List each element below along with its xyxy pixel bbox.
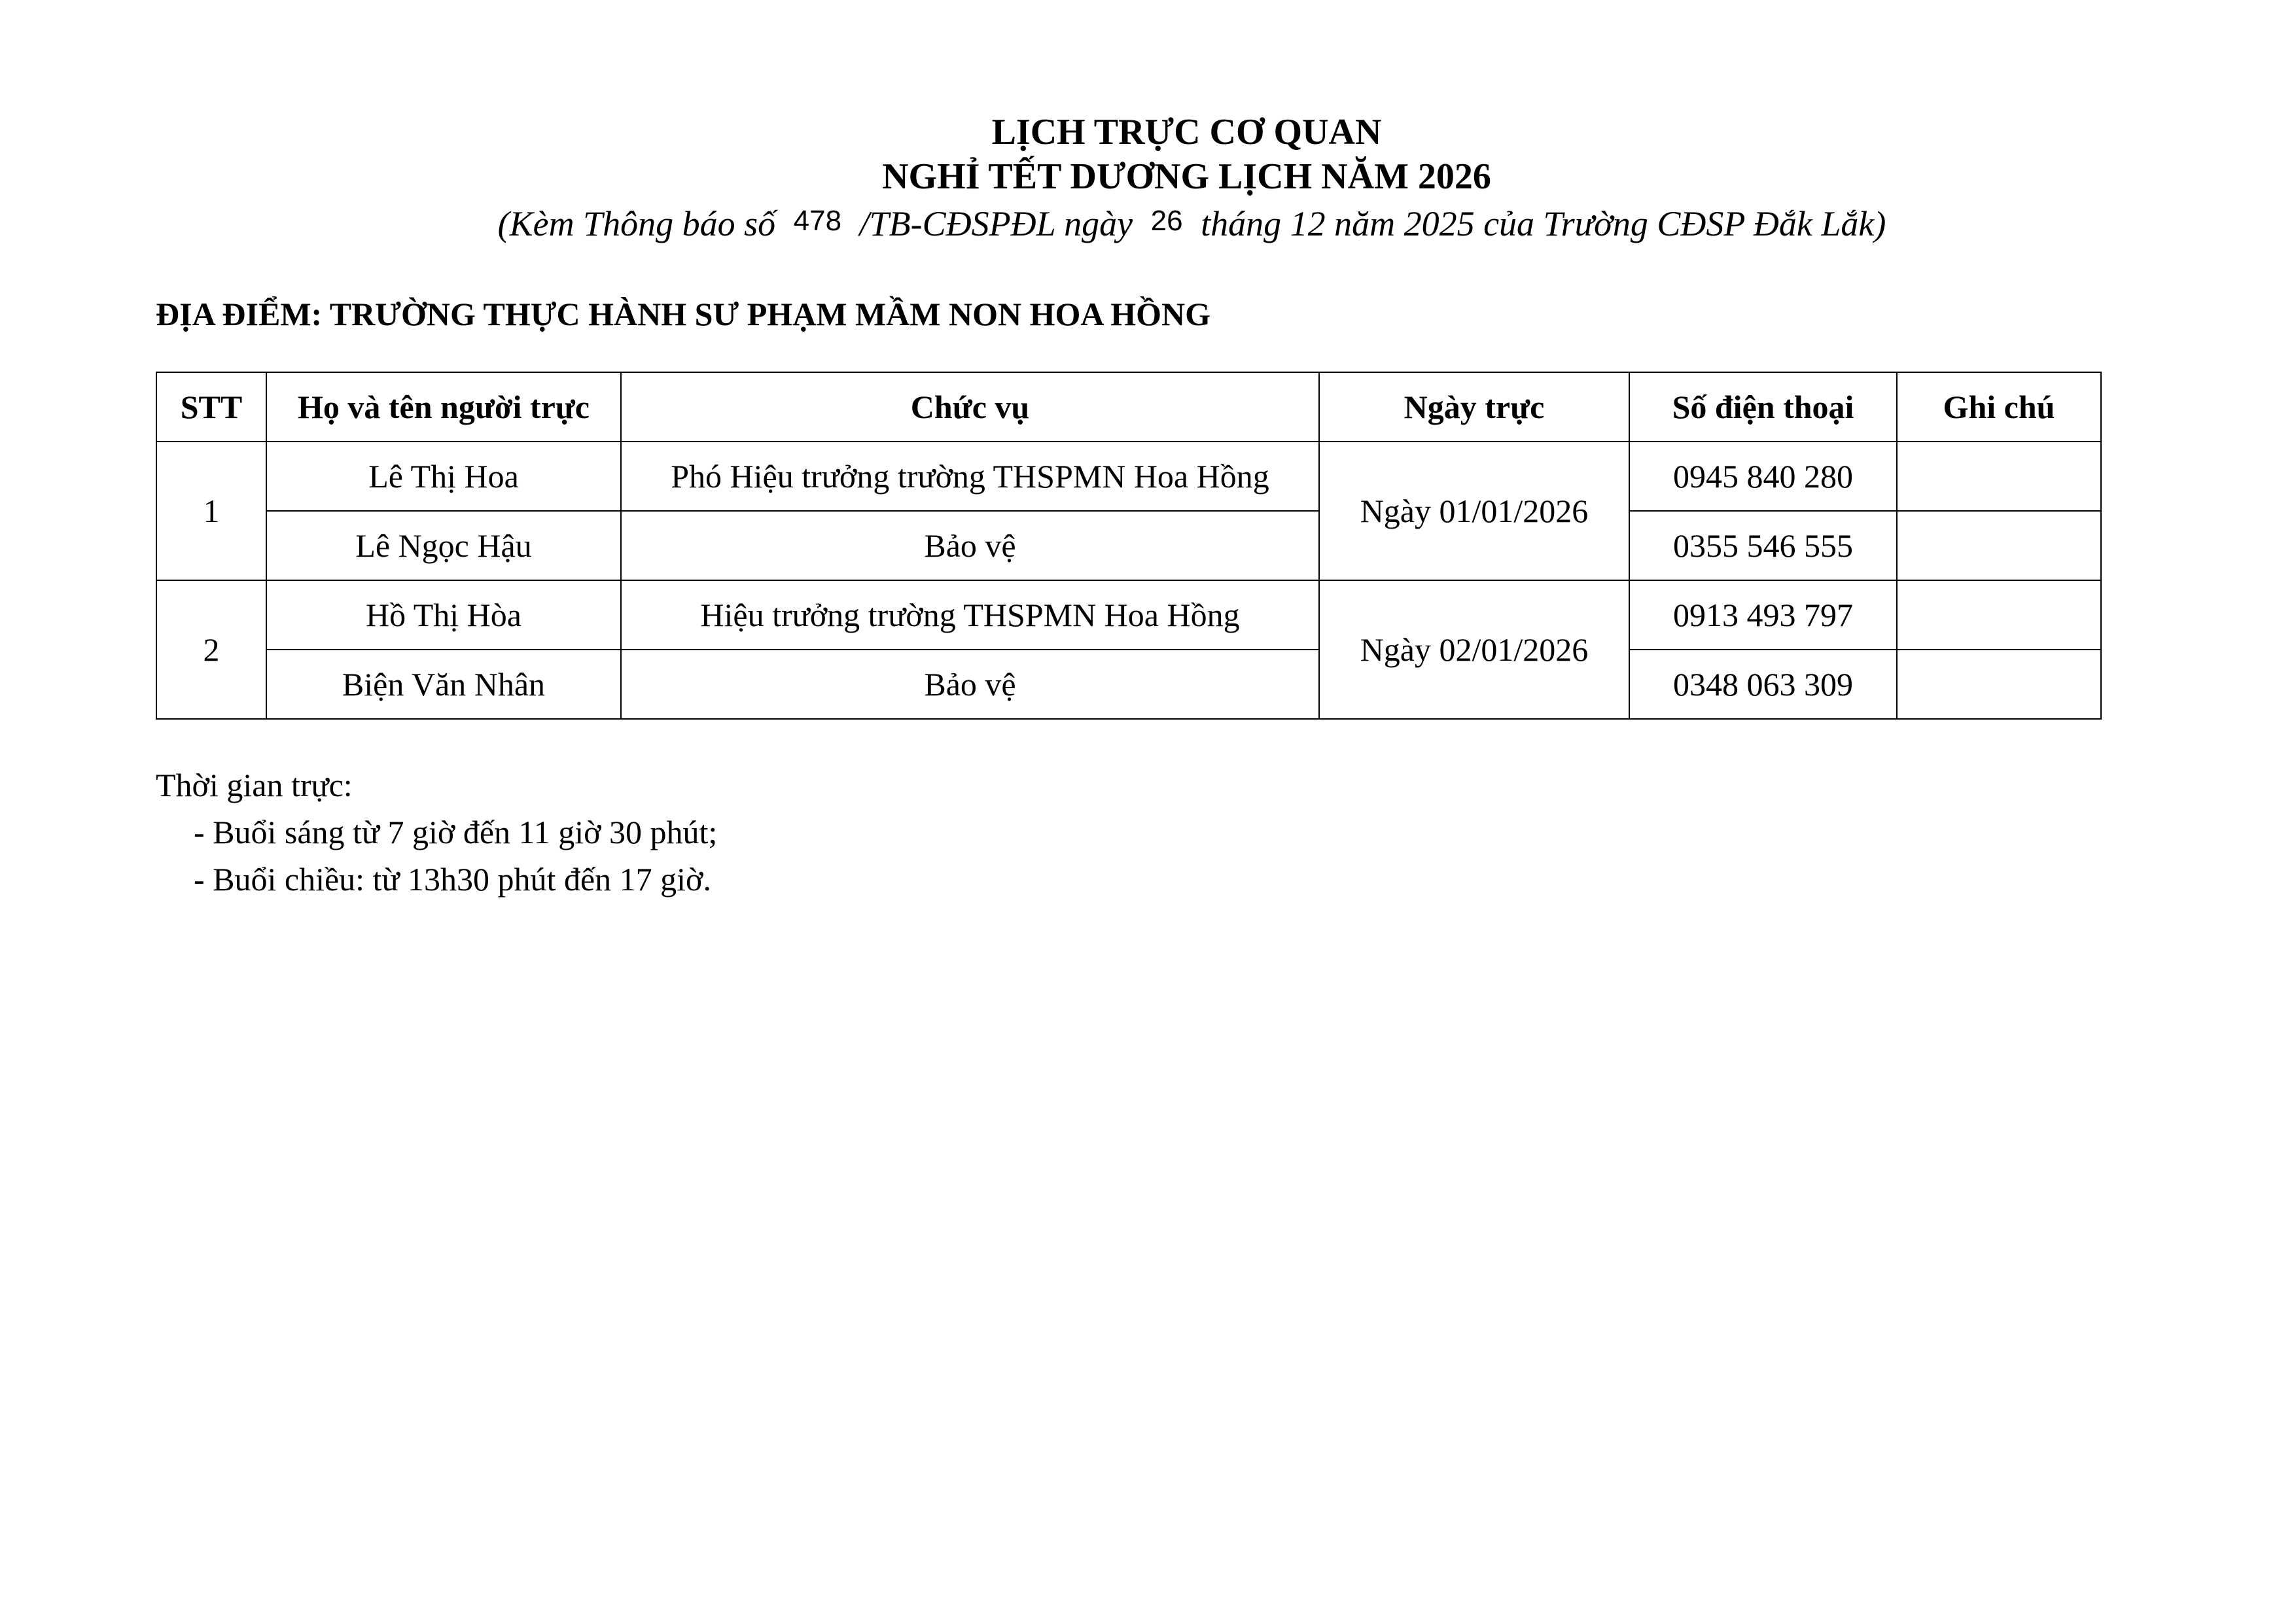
table-row — [156, 580, 2101, 650]
duty-time-morning: - Buổi sáng từ 7 giờ đến 11 giờ 30 phút; — [194, 814, 718, 850]
cell-phone: 0945 840 280 — [1629, 442, 1897, 511]
column-header-stt: STT — [156, 372, 266, 442]
cell-position: Bảo vệ — [621, 650, 1319, 719]
reference-middle: /TB-CĐSPĐL ngày — [859, 204, 1133, 243]
document-header — [0, 110, 2296, 251]
table-row — [156, 511, 2101, 580]
table-row — [156, 442, 2101, 511]
document-title: LỊCH TRỰC CƠ QUAN — [991, 112, 1382, 152]
column-header-position: Chức vụ — [621, 372, 1319, 442]
reference-prefix: Kèm Thông báo số — [509, 204, 776, 243]
cell-date: Ngày 01/01/2026 — [1319, 442, 1629, 580]
cell-name: Hồ Thị Hòa — [266, 580, 621, 650]
location-heading: ĐỊA ĐIỂM: TRƯỜNG THỰC HÀNH SƯ PHẠM MẦM NON HOA HỒNG — [156, 296, 1211, 332]
document-subtitle-title: NGHỈ TẾT DƯƠNG LỊCH NĂM 2026 — [882, 156, 1491, 197]
column-header-note: Ghi chú — [1897, 372, 2101, 442]
table-header-row — [156, 372, 2101, 442]
cell-name: Lê Thị Hoa — [266, 442, 621, 511]
cell-stt: 1 — [156, 442, 266, 580]
cell-phone: 0348 063 309 — [1629, 650, 1897, 719]
duty-time-section — [156, 761, 717, 903]
cell-stt: 2 — [156, 580, 266, 719]
table-row — [156, 650, 2101, 719]
attachment-reference — [5, 199, 2296, 251]
column-header-name: Họ và tên người trực — [266, 372, 621, 442]
cell-note — [1897, 511, 2101, 580]
reference-open-paren: ( — [497, 204, 510, 243]
cell-phone: 0913 493 797 — [1629, 580, 1897, 650]
cell-position: Hiệu trưởng trường THSPMN Hoa Hồng — [621, 580, 1319, 650]
cell-phone: 0355 546 555 — [1629, 511, 1897, 580]
notice-day: 26 — [1150, 205, 1183, 237]
duty-time-label: Thời gian trực: — [156, 767, 353, 803]
cell-note — [1897, 650, 2101, 719]
cell-position: Bảo vệ — [621, 511, 1319, 580]
cell-position: Phó Hiệu trưởng trường THSPMN Hoa Hồng — [621, 442, 1319, 511]
column-header-phone: Số điện thoại — [1629, 372, 1897, 442]
reference-suffix: tháng 12 năm 2025 của Trường CĐSP Đắk Lắk) — [1201, 204, 1886, 243]
duty-time-afternoon: - Buổi chiều: từ 13h30 phút đến 17 giờ. — [194, 861, 711, 898]
cell-note — [1897, 580, 2101, 650]
notice-number: 478 — [793, 205, 842, 237]
cell-date: Ngày 02/01/2026 — [1319, 580, 1629, 719]
cell-name: Lê Ngọc Hậu — [266, 511, 621, 580]
column-header-date: Ngày trực — [1319, 372, 1629, 442]
cell-note — [1897, 442, 2101, 511]
duty-schedule-table — [156, 372, 2102, 720]
cell-name: Biện Văn Nhân — [266, 650, 621, 719]
